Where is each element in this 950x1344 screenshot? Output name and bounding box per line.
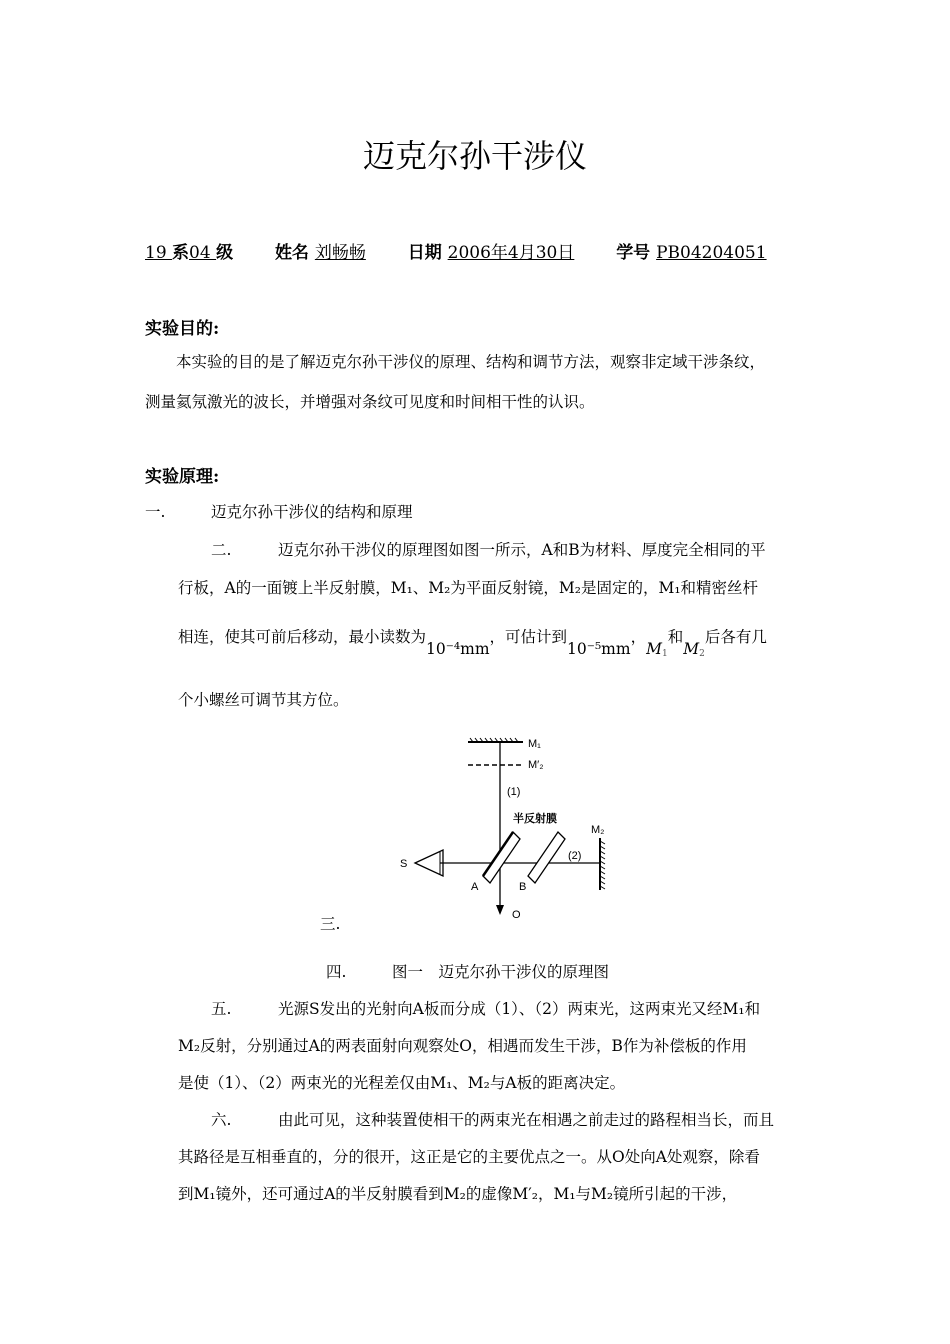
item-5-line-2: M₂反射，分别通过A的两表面射向观察处O，相遇而发生干涉，B作为补偿板的作用 [178, 1037, 747, 1055]
label-beam-1: (1) [507, 786, 521, 798]
light-source-s [415, 850, 443, 876]
page-title: 迈克尔孙干涉仪 [362, 137, 587, 175]
item-2-line-4: 个小螺丝可调节其方位。 [178, 691, 349, 709]
plate-b [528, 832, 565, 883]
grade-number: 04 [189, 243, 217, 263]
purpose-line-2: 测量氦氖激光的波长，并增强对条纹可见度和时间相干性的认识。 [145, 393, 595, 411]
student-name: 刘畅畅 [314, 243, 366, 263]
figure-caption: 图一 迈克尔孙干涉仪的原理图 [392, 963, 610, 981]
label-m2prime: M′₂ [528, 759, 544, 771]
label-o: O [512, 909, 521, 921]
item-6-line-2: 其路径是互相垂直的，分的很开，这正是它的主要优点之一。从O处向A处观察，除看 [178, 1148, 760, 1166]
item-5-number: 五. [211, 1000, 232, 1018]
item-1-text: 迈克尔孙干涉仪的结构和原理 [211, 503, 413, 521]
label-beam-2: (2) [568, 850, 582, 862]
item-5-line-3: 是使（1）、（2）两束光的光程差仅由M₁、M₂与A板的距离决定。 [178, 1074, 626, 1092]
item-6-line-1: 由此可见，这种装置使相干的两束光在相遇之前走过的路程相当长，而且 [278, 1111, 775, 1129]
label-s: S [400, 858, 408, 870]
name-label: 姓名 [274, 243, 309, 263]
item-2-line-2: 行板，A的一面镀上半反射膜，M₁、M₂为平面反射镜，M₂是固定的，M₁和精密丝杆 [178, 579, 759, 597]
report-date: 2006年4月30日 [447, 243, 575, 263]
arrow-to-o [496, 905, 504, 915]
item-4-number: 四. [326, 963, 347, 981]
label-a: A [471, 881, 479, 893]
label-m2: M₂ [591, 824, 605, 836]
label-half-film: 半反射膜 [513, 813, 557, 825]
purpose-heading: 实验目的: [145, 319, 220, 339]
date-label: 日期 [407, 243, 442, 263]
item-5-line-1: 光源S发出的光射向A板而分成（1）、（2）两束光，这两束光又经M₁和 [278, 1000, 761, 1018]
purpose-line-1: 本实验的目的是了解迈克尔孙干涉仪的原理、结构和调节方法，观察非定域干涉条纹， [176, 353, 766, 371]
item-1-number: 一. [145, 503, 166, 521]
id-label: 学号 [616, 243, 651, 263]
grade-label: 级 [216, 243, 234, 263]
item-2-line-3: 相连，使其可前后移动，最小读数为10⁻⁴mm，可估计到10⁻⁵mm，$M_1$和$M_2$后各有几 [178, 628, 767, 659]
item-6-line-3: 到M₁镜外，还可通过A的半反射膜看到M₂的虚像M′₂，M₁与M₂镜所引起的干涉， [178, 1185, 738, 1203]
dept-number: 19 [145, 243, 173, 263]
min-reading-value: 10⁻⁴mm [426, 640, 490, 658]
item-2-line-1: 迈克尔孙干涉仪的原理图如图一所示，A和B为材料、厚度完全相同的平 [278, 541, 766, 559]
item-3-number: 三. [320, 915, 341, 933]
michelson-interferometer-diagram [395, 735, 630, 925]
plate-a [483, 832, 520, 883]
student-info-line [145, 238, 767, 263]
estimated-value: 10⁻⁵mm [567, 640, 631, 658]
label-b: B [519, 881, 527, 893]
label-m1: M₁ [528, 738, 541, 750]
principle-heading: 实验原理: [145, 467, 220, 487]
student-id: PB04204051 [656, 243, 767, 263]
item-2-number: 二. [211, 541, 232, 559]
dept-label: 系 [172, 243, 190, 263]
item-6-number: 六. [211, 1111, 232, 1129]
